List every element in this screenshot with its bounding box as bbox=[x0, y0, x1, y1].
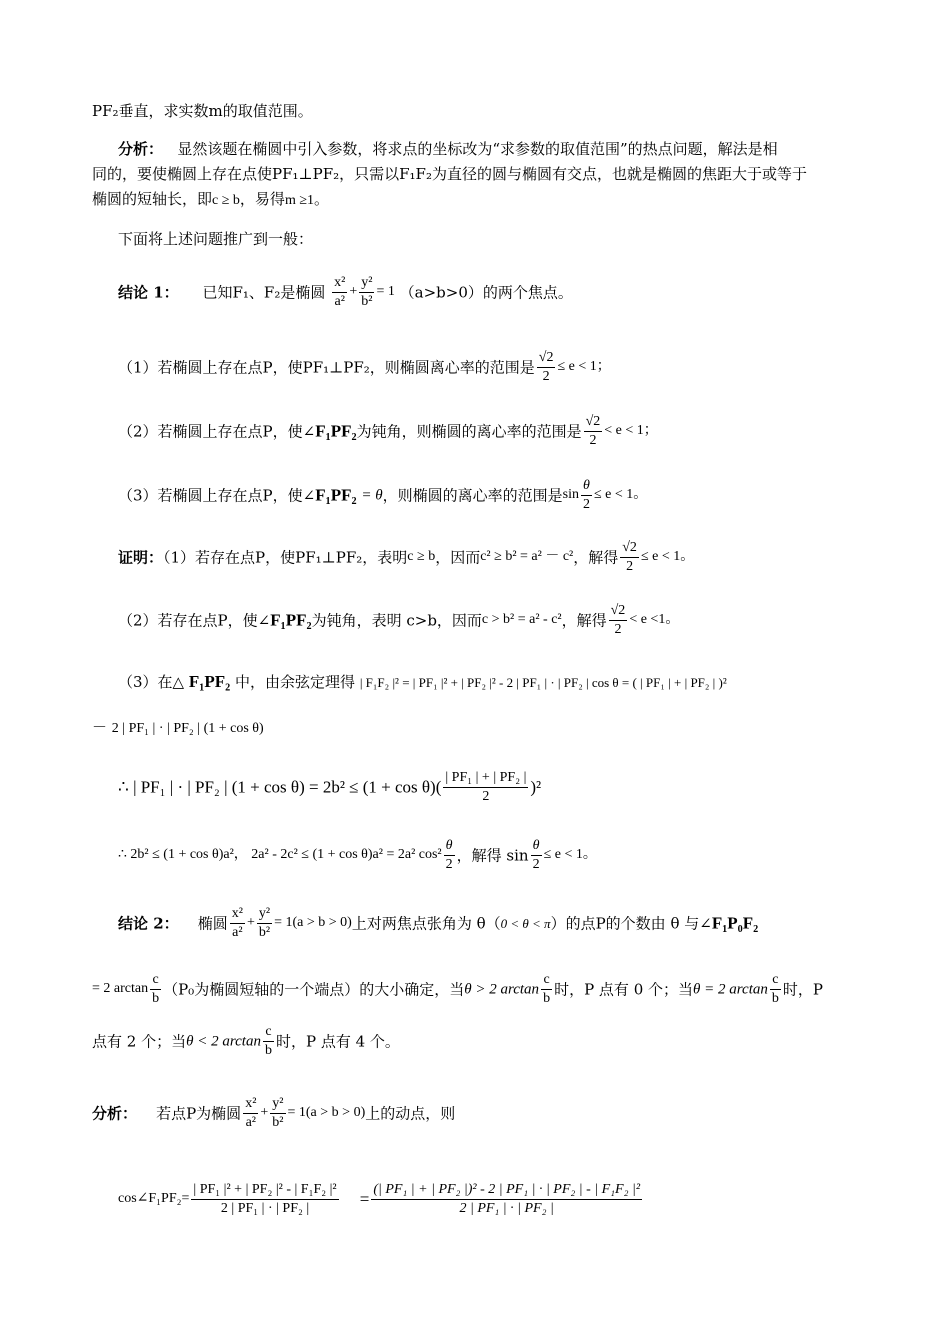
math-inline: ∴ 2b² ≤ (1 + cos θ)a²， 2a² - 2c² ≤ (1 + cos θ)a² = 2a² cos² bbox=[118, 847, 442, 863]
math-inline: F₁PF₂ bbox=[315, 421, 357, 441]
text-span: （1）若椭圆上存在点P，使PF₁⊥PF₂，则椭圆离心率的范围是 bbox=[118, 358, 535, 377]
conclusion-1-item-2 bbox=[118, 414, 658, 449]
text-span: 。 bbox=[314, 190, 330, 208]
text-line bbox=[92, 190, 329, 210]
proof-item-2 bbox=[118, 603, 679, 638]
math-inline: c ≥ b bbox=[407, 549, 436, 565]
conclusion-1 bbox=[118, 275, 573, 310]
analysis-paragraph bbox=[118, 140, 778, 158]
math-inline: ≤ e < 1。 bbox=[640, 549, 695, 565]
text-span: 为钝角，则椭圆的离心率的范围是 bbox=[356, 422, 582, 441]
math-inline: c² ≥ b² = a² － c² bbox=[480, 549, 574, 565]
proof-item-1 bbox=[118, 540, 694, 575]
text-span: 椭圆 bbox=[197, 914, 228, 933]
text-span: ，因而 bbox=[435, 548, 481, 567]
fraction: $\frac{√2}{2}$ bbox=[610, 603, 626, 638]
fraction: $\frac{\theta}{2}$ bbox=[532, 838, 540, 873]
fraction: $\frac{\text{x²}}{\text{a²}}$ bbox=[245, 1096, 257, 1131]
fraction: $\frac{\text{x²}}{\text{a²}}$ bbox=[231, 906, 243, 941]
text-line: PF₂垂直，求实数m的取值范围。 bbox=[92, 102, 313, 120]
math-inline: F₁PF₂ bbox=[315, 485, 357, 505]
math-inline: F₁PF₂ bbox=[270, 610, 312, 630]
conclusion-1-item-1 bbox=[118, 350, 611, 385]
text-span: （2）若存在点P，使∠ bbox=[118, 611, 271, 630]
text-span: （1）若存在点P，使PF₁⊥PF₂，表明 bbox=[163, 548, 408, 567]
math-inline: 2 | PF₁ | · | PF₂ | (1 + cos θ) bbox=[111, 721, 264, 736]
fraction: $\frac{\text{| PF₁ |² + | PF₂ |² - | F₁F₂ |²}}{\text{2 | PF₁ | · | PF₂ |}}$ bbox=[193, 1182, 337, 1217]
text-span: ，解得 sin bbox=[456, 846, 529, 865]
math-inline: ≤ e < 1。 bbox=[593, 487, 648, 503]
text-span: 若点P为椭圆 bbox=[156, 1104, 242, 1123]
text-span: （2）若椭圆上存在点P，使∠ bbox=[118, 422, 316, 441]
math-inline: ∴ | PF₁ | · | PF₂ | (1 + cos θ) = 2b² ≤ (1 + cos θ)( bbox=[118, 777, 442, 797]
math-inline: )² bbox=[530, 777, 542, 797]
text-span: ，则椭圆的离心率的范围是 bbox=[382, 486, 563, 505]
text-span: （P₀为椭圆短轴的一个端点）的大小确定，当 bbox=[163, 980, 465, 999]
math-inline: = 1(a > b > 0) bbox=[287, 1105, 366, 1121]
proof-label: 证明： bbox=[118, 548, 164, 567]
conclusion-label: 结论 2： bbox=[118, 914, 179, 933]
math-inline: < e <1。 bbox=[629, 612, 680, 628]
text-span: 时，P 点有 4 个。 bbox=[275, 1032, 400, 1051]
conclusion-1-item-3 bbox=[118, 478, 647, 513]
math-inline: = 1(a > b > 0) bbox=[274, 915, 352, 931]
math-inline: F₁P₀F₂ bbox=[711, 913, 759, 933]
text-span: ）的点P的个数由 θ 与∠ bbox=[550, 914, 712, 933]
math-inline: ≤ e < 1。 bbox=[543, 847, 597, 863]
text-span: 上的动点，则 bbox=[365, 1104, 456, 1123]
math-inline: F₁PF₂ bbox=[188, 672, 231, 691]
math-inline: = 2 arctan bbox=[92, 981, 149, 997]
math-inline: c > b² = a² - c² bbox=[481, 612, 562, 628]
text-span: － bbox=[92, 718, 108, 736]
proof-item-3-cont bbox=[92, 718, 264, 738]
text-span: ，解得 bbox=[561, 611, 607, 630]
math-inline: + bbox=[246, 915, 255, 931]
math-inline: 0 < θ < π bbox=[500, 915, 551, 931]
text-span: （3）若椭圆上存在点P，使∠ bbox=[118, 486, 316, 505]
text-span: 显然该题在椭圆中引入参数，将求点的坐标改为“求参数的取值范围”的热点问题，解法是相 bbox=[177, 140, 778, 158]
fraction: $\frac{c}{b}$ bbox=[264, 1024, 272, 1059]
analysis-label: 分析： bbox=[118, 140, 164, 158]
proof-item-3 bbox=[118, 672, 727, 692]
text-span: 点有 2 个；当 bbox=[92, 1032, 187, 1051]
math-inline: θ < 2 arctan bbox=[186, 1033, 261, 1050]
proof-step-5 bbox=[118, 838, 597, 873]
fraction: $\frac{\text{(| PF₁ | + | PF₂ |)² - 2 | PF₁ | · | PF₂ | - | F₁F₂ |²}}{\text{2 | PF₁ | · | PF₂ |}}$ bbox=[373, 1182, 641, 1217]
fraction: $\frac{\text{y²}}{\text{b²}}$ bbox=[272, 1096, 284, 1131]
text-span: 为钝角，表明 c>b，因而 bbox=[311, 611, 482, 630]
proof-step-4 bbox=[118, 770, 541, 805]
fraction: $\frac{c}{b}$ bbox=[771, 972, 779, 1007]
fraction: $\frac{√2}{2}$ bbox=[538, 350, 554, 385]
text-span: （3）在△ bbox=[118, 673, 185, 691]
math-inline: sin bbox=[562, 487, 579, 503]
text-span: 时，P bbox=[782, 980, 823, 999]
text-span: 椭圆的短轴长，即 bbox=[92, 190, 213, 208]
math-inline: = 1 bbox=[376, 284, 395, 300]
fraction: $\frac{\text{x²}}{\text{a²}}$ bbox=[334, 275, 346, 310]
fraction: $\frac{\text{y²}}{\text{b²}}$ bbox=[361, 275, 373, 310]
math-inline: = θ bbox=[361, 487, 383, 504]
text-span: （a>b>0）的两个焦点。 bbox=[399, 283, 573, 302]
fraction: $\frac{\text{y²}}{\text{b²}}$ bbox=[258, 906, 271, 941]
analysis-2 bbox=[92, 1096, 455, 1131]
fraction: $\frac{\text{| PF₁ | + | PF₂ |}}{2}$ bbox=[445, 770, 527, 805]
conclusion-label: 结论 1： bbox=[118, 283, 179, 302]
text-span: ，易得 bbox=[239, 190, 285, 208]
conclusion-2-cont bbox=[92, 1024, 400, 1059]
fraction: $\frac{\theta}{2}$ bbox=[582, 478, 590, 513]
fraction: $\frac{c}{b}$ bbox=[152, 972, 160, 1007]
fraction: $\frac{\theta}{2}$ bbox=[445, 838, 453, 873]
math-inline: = bbox=[359, 1189, 370, 1209]
text-span: 时，P 点有 0 个；当 bbox=[554, 980, 694, 999]
text-span: ，解得 bbox=[573, 548, 619, 567]
math-inline: c ≥ b bbox=[212, 193, 240, 208]
fraction: $\frac{c}{b}$ bbox=[543, 972, 551, 1007]
analysis-label: 分析： bbox=[92, 1104, 138, 1123]
fraction: $\frac{√2}{2}$ bbox=[585, 414, 601, 449]
cos-formula bbox=[118, 1182, 644, 1217]
math-inline: + bbox=[260, 1105, 269, 1121]
math-inline: θ = 2 arctan bbox=[693, 981, 768, 998]
math-inline: < e < 1； bbox=[604, 423, 658, 439]
conclusion-2-cont bbox=[92, 972, 823, 1007]
text-span: 中，由余弦定理得 bbox=[235, 673, 356, 691]
text-line: 同的，要使椭圆上存在点使PF₁⊥PF₂，只需以F₁F₂为直径的圆与椭圆有交点，也就是椭圆的焦距大于或等于 bbox=[92, 165, 807, 183]
text-span: 已知F₁、F₂是椭圆 bbox=[202, 283, 326, 302]
math-inline: m ≥1 bbox=[284, 193, 315, 208]
math-inline: ≤ e < 1； bbox=[557, 359, 611, 375]
text-line: 下面将上述问题推广到一般： bbox=[118, 230, 314, 248]
text-span: 上对两焦点张角为 θ（ bbox=[351, 914, 501, 933]
math-inline: θ > 2 arctan bbox=[464, 981, 540, 998]
math-inline: cos∠F₁PF₂= bbox=[118, 1191, 190, 1207]
fraction: $\frac{√2}{2}$ bbox=[622, 540, 637, 575]
math-inline: + bbox=[349, 284, 358, 300]
math-inline: | F₁F₂ |² = | PF₁ |² + | PF₂ |² - 2 | PF₁ | · | PF₂ | cos θ = ( | PF₁ | + | PF₂ | )² bbox=[359, 675, 727, 690]
conclusion-2 bbox=[118, 906, 758, 941]
